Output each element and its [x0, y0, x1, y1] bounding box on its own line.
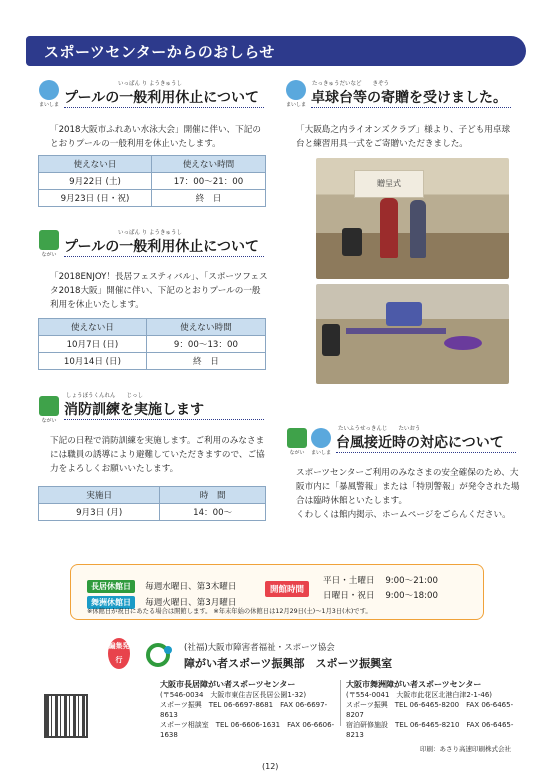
bag-object: [322, 324, 340, 356]
nagai-icon: [39, 230, 59, 250]
maishima-closed-label: 舞洲休館日: [87, 596, 135, 609]
sec2-ruby: いっぱん り ようきゅうし: [118, 230, 182, 236]
sec5-body-2: くわしくは館内掲示、ホームページをごらんください。: [296, 510, 511, 520]
donation-ceremony-photo: [316, 158, 509, 279]
sec3-title: 消防訓練を実施します: [64, 399, 264, 420]
nagai-badge-2: ながい: [38, 396, 60, 426]
qr-code[interactable]: [44, 694, 88, 738]
table-row: 9月23日 (日・祝) 終 日: [39, 190, 266, 207]
donated-equipment-photo: [316, 284, 509, 384]
table-tennis-table: [346, 328, 446, 334]
open-hours-label: 開館時間: [265, 581, 309, 597]
bag-object: [342, 228, 362, 256]
nagai-center-contact: 大阪市長居障がい者スポーツセンター (〒546-0034 大阪市東住吉区長居公園1-32) スポーツ振興 TEL 06-6697-8681 FAX 06-6697-8613 スポーツ相談室 TEL 06-6606-1631 FAX 06-6606-1638: [160, 680, 338, 740]
table-row: 9月3日 (月) 14：00～: [39, 504, 266, 521]
sec4-ruby: たっきゅうだいなど きぞう: [312, 81, 390, 87]
person-figure: [380, 198, 398, 258]
sec2-table: 使えない日 使えない時間 10月7日 (日) 9：00～13：00 10月14日 (日) 終 日: [38, 318, 266, 370]
publisher-org2: 障がい者スポーツ振興部 スポーツ振興室: [184, 657, 393, 670]
maishima-badge-3: まいしま: [310, 428, 332, 458]
sec3-body: 下記の日程で消防訓練を実施します。ご利用のみなさまには職員の誘導により避難していただきますので、ご協力をよろしくお願いいたします。: [50, 436, 265, 474]
sec4-title: 卓球台等の寄贈を受けました。: [311, 87, 511, 108]
sec2-title: プールの一般利用休止について: [64, 236, 264, 257]
photo-sign: 贈呈式: [354, 170, 424, 198]
table-row: 10月7日 (日) 9：00～13：00: [39, 336, 266, 353]
sec5-title: 台風接近時の対応について: [336, 432, 516, 453]
table-row: 9月22日 (土) 17：00～21：00: [39, 173, 266, 190]
nagai-closed-label: 長居休館日: [87, 580, 135, 593]
equipment-box: [386, 302, 422, 326]
page-number: (12): [262, 762, 279, 771]
contact-divider: [340, 680, 341, 726]
nagai-icon: [39, 396, 59, 416]
printer-credit: 印刷：あさり高速印刷株式会社: [420, 745, 511, 753]
nagai-badge-3: ながい: [286, 428, 308, 458]
nagai-badge: ながい: [38, 230, 60, 260]
header-banner: [26, 36, 526, 66]
sec1-th-time: 使えない時間: [151, 156, 265, 173]
nagai-center-name: 大阪市長居障がい者スポーツセンター: [160, 680, 296, 689]
maishima-icon: [286, 80, 306, 100]
maishima-icon: [311, 428, 331, 448]
sec1-th-day: 使えない日: [39, 156, 152, 173]
maishima-closed-days: 毎週火曜日、第3月曜日: [145, 598, 237, 608]
person-figure: [410, 200, 426, 258]
sec5-ruby: たいふうせっきんじ たいおう: [338, 426, 421, 432]
maishima-center-name: 大阪市舞洲障がい者スポーツセンター: [346, 680, 482, 689]
sec2-body: 「2018ENJOY！長居フェスティバル」、「スポーツフェスタ2018大阪」開催に伴い、下記のとおりプールの一般利用を休止いたします。: [50, 272, 268, 310]
association-logo-icon: [146, 640, 176, 670]
sec5-body-1: スポーツセンターご利用のみなさまの安全確保のため、大阪市内に「暴風警報」または「特別警報」が発令された場合は臨時休館といたします。: [296, 468, 520, 506]
sec3-table: 実施日 時 間 9月3日 (月) 14：00～: [38, 486, 266, 521]
sec3-ruby: しょうぼうくんれん じっし: [66, 393, 144, 399]
sec1-title: プールの一般利用休止について: [64, 87, 264, 108]
maishima-center-contact: 大阪市舞洲障がい者スポーツセンター (〒554-0041 大阪市此花区北港白津2-1-46) スポーツ振興 TEL 06-6465-8200 FAX 06-6465-8207 宿泊研修施設 TEL 06-6465-8210 FAX 06-6465-8213: [346, 680, 522, 740]
page-title: スポーツセンターからのおしらせ: [44, 43, 275, 61]
hours-note: ※休館日が祝日にあたる場合は開館します。 ※年末年始の休館日は12月29日(土)～1月3日(木)です。: [87, 608, 372, 615]
table-row: 10月14日 (日) 終 日: [39, 353, 266, 370]
publisher-label: 編集発行: [108, 638, 130, 669]
nagai-closed-days: 毎週水曜日、第3木曜日: [145, 582, 237, 592]
sec4-body: 「大阪島之内ライオンズクラブ」様より、子ども用卓球台と練習用具一式をご寄贈いただきました。: [296, 125, 511, 149]
hours-row-weekday: 平日・土曜日 9:00～21:00: [323, 576, 438, 586]
hours-row-holiday: 日曜日・祝日 9:00～18:00: [323, 591, 438, 601]
maishima-icon: [39, 80, 59, 100]
equipment-stool: [444, 336, 482, 350]
maishima-badge: まいしま: [38, 80, 60, 110]
publisher-org1: (社福)大阪市障害者福祉・スポーツ協会: [184, 643, 335, 653]
sec1-body: 「2018大阪市ふれあい水泳大会」開催に伴い、下記のとおりプールの一般利用を休止いたします。: [50, 125, 261, 149]
maishima-badge-2: まいしま: [285, 80, 307, 110]
sec1-ruby: いっぱん り ようきゅうし: [118, 81, 182, 87]
hours-box: [70, 564, 484, 620]
nagai-icon: [287, 428, 307, 448]
sec1-table: [38, 155, 266, 207]
